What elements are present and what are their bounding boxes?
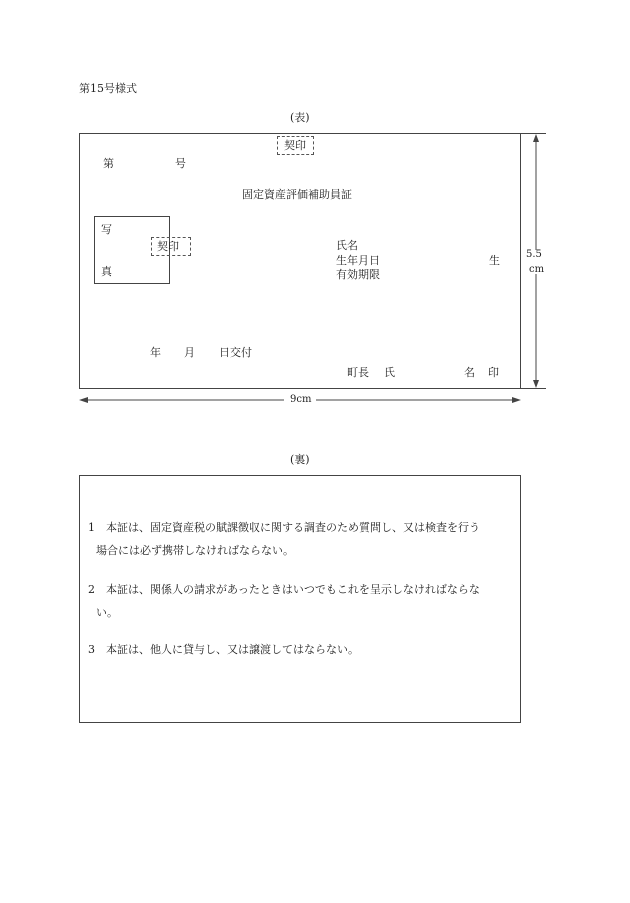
name-word: 名 (464, 366, 475, 379)
number-suffix: 号 (175, 157, 186, 170)
width-dim-label: 9cm (290, 394, 312, 405)
validity-label: 有効期限 (336, 268, 380, 281)
form-number: 第15号様式 (79, 82, 137, 95)
back-item-3-line-1: 3 本証は、他人に貸与し、又は譲渡してはならない。 (88, 643, 359, 656)
back-item-2-line-1: 2 本証は、関係人の請求があったときはいつでもこれを呈示しなければならな (88, 583, 480, 596)
issue-day: 日交付 (219, 346, 252, 359)
mayor-suffix: 氏 (384, 366, 395, 379)
height-dim-bottom-tick (521, 388, 546, 389)
height-dim-unit: cm (529, 264, 545, 275)
back-item-2 (88, 578, 516, 624)
height-dim-value: 5.5 (526, 249, 542, 260)
birth-label: 生年月日 (336, 254, 380, 267)
number-prefix: 第 (103, 157, 114, 170)
back-item-1-line-2: 場合には必ず携帯しなければならない。 (96, 544, 294, 557)
seal-top-label: 契印 (284, 139, 306, 152)
mayor-label: 町長 (347, 366, 369, 379)
name-label: 氏名 (336, 239, 358, 252)
back-heading: (裏) (290, 453, 310, 466)
back-item-1-line-1: 1 本証は、固定資産税の賦課徴収に関する調査のため質問し、又は検査を行う (88, 521, 480, 534)
issue-month: 月 (184, 346, 195, 359)
card-title: 固定資産評価補助員証 (242, 188, 352, 201)
photo-label-1: 写 (101, 223, 112, 236)
back-item-1 (88, 516, 516, 562)
photo-label-2: 真 (101, 265, 112, 278)
front-heading: (表) (290, 111, 310, 124)
issue-year: 年 (150, 346, 161, 359)
back-item-3 (88, 638, 516, 661)
back-item-2-line-2: い。 (96, 606, 118, 619)
height-dimension-arrow (529, 134, 545, 388)
seal-word: 印 (488, 366, 499, 379)
seal-photo-label: 契印 (157, 240, 179, 253)
birth-suffix: 生 (489, 254, 500, 267)
